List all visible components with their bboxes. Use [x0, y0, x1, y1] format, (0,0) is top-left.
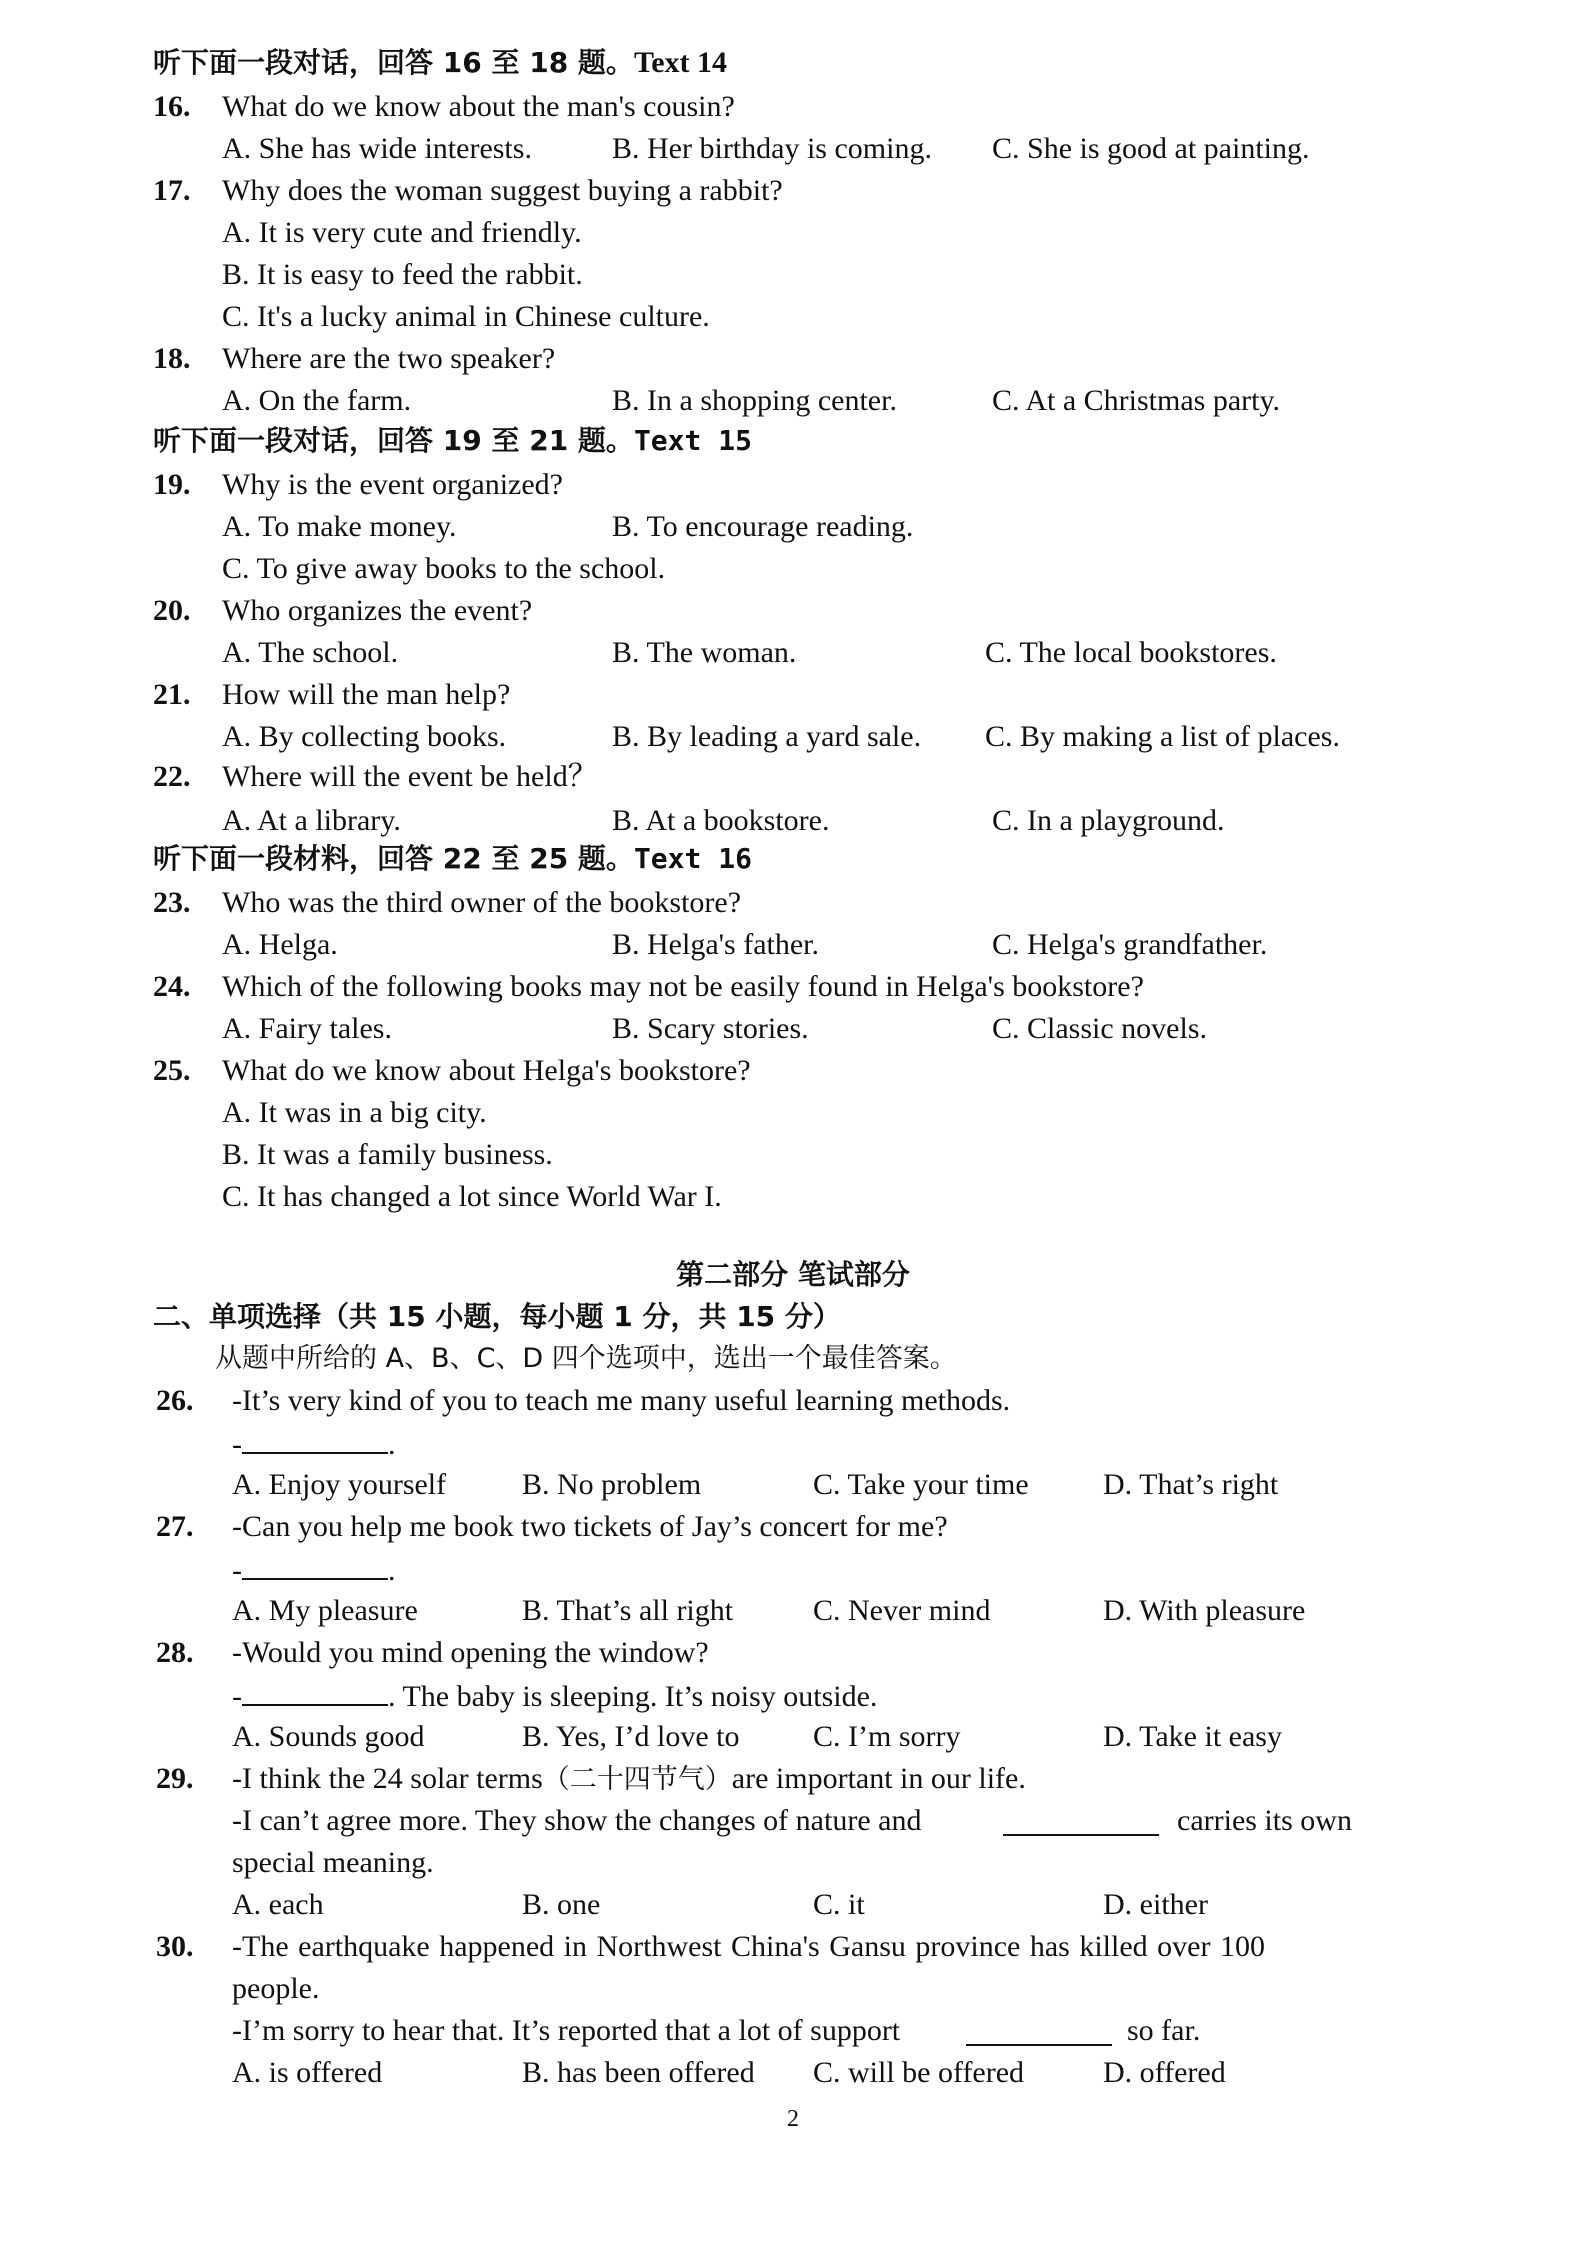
option-c: C. will be offered	[813, 2056, 1025, 2089]
heading-from: 19	[442, 424, 482, 457]
option-b: B. Scary stories.	[612, 1012, 809, 1045]
question-16	[0, 86, 1586, 128]
option-a: A. The school.	[222, 636, 399, 669]
section-heading-text14	[0, 42, 1586, 84]
option-c: C. I’m sorry	[813, 1720, 961, 1753]
question-number: 23.	[153, 886, 191, 919]
response-line	[232, 1422, 396, 1466]
question-26	[0, 1380, 1586, 1422]
heading-prefix: 听下面一段对话，回答	[153, 424, 443, 457]
question-number: 16.	[153, 90, 191, 123]
option-c: C. To give away books to the school.	[222, 552, 666, 585]
question-25	[0, 1050, 1586, 1092]
question-number: 19.	[153, 468, 191, 501]
question-number: 20.	[153, 594, 191, 627]
option-b: B. Yes, I’d love to	[522, 1720, 740, 1753]
question-28	[0, 1632, 1586, 1674]
option-a: A. Sounds good	[232, 1720, 425, 1753]
option-d: D. offered	[1103, 2056, 1226, 2089]
option-a: A. On the farm.	[222, 384, 412, 417]
question-stem: What do we know about the man's cousin?	[222, 90, 735, 123]
option-c: C. The local bookstores.	[985, 636, 1277, 669]
question-23-options	[0, 924, 1586, 966]
question-19-option-c	[0, 548, 1586, 590]
heading-prefix: 听下面一段材料，回答	[153, 842, 443, 875]
question-30-options	[0, 2052, 1586, 2094]
question-line: -It’s very kind of you to teach me many useful learning methods.	[232, 1384, 1011, 1417]
option-b: B. At a bookstore.	[612, 804, 830, 837]
option-a: A. is offered	[232, 2056, 383, 2089]
question-20	[0, 590, 1586, 632]
answer-blank	[242, 1422, 388, 1454]
question-26-options	[0, 1464, 1586, 1506]
option-c: C. It has changed a lot since World War I.	[222, 1180, 722, 1213]
section-heading-text16	[0, 838, 1586, 880]
question-29-options	[0, 1884, 1586, 1926]
option-b: B. It is easy to feed the rabbit.	[222, 258, 583, 291]
question-number: 30.	[156, 1930, 194, 1963]
option-d: D. That’s right	[1103, 1468, 1279, 1501]
option-c: C. it	[813, 1888, 865, 1921]
option-a: A. At a library.	[222, 804, 401, 837]
question-number: 26.	[156, 1384, 194, 1417]
question-20-options	[0, 632, 1586, 674]
question-18-options	[0, 380, 1586, 422]
question-line-cont: people.	[232, 1972, 320, 2005]
option-c: C. By making a list of places.	[985, 720, 1340, 753]
question-27-options	[0, 1590, 1586, 1632]
question-stem: Which of the following books may not be easily found in Helga's bookstore?	[222, 970, 1144, 1003]
option-c: C. She is good at painting.	[992, 132, 1310, 165]
question-25-option-a	[0, 1092, 1586, 1134]
line-part-a: -I think the 24 solar terms	[232, 1762, 543, 1795]
question-17-option-b	[0, 254, 1586, 296]
response-end: .	[388, 1554, 396, 1587]
question-stem: What do we know about Helga's bookstore?	[222, 1054, 751, 1087]
heading-from: 16	[442, 46, 482, 79]
response-text-a: -I can’t agree more. They show the changes of nature and	[232, 1804, 922, 1837]
section-instruction: 从题中所给的 A、B、C、D 四个选项中，选出一个最佳答案。	[215, 1343, 957, 1374]
heading-suffix: 题。	[568, 424, 634, 457]
heading-text-label: Text 14	[633, 46, 727, 79]
option-c: C. It's a lucky animal in Chinese culture.	[222, 300, 710, 333]
option-b: B. one	[522, 1888, 601, 1921]
line-chinese-term: （二十四节气）	[542, 1764, 732, 1795]
option-b: B. The woman.	[612, 636, 797, 669]
part-two-title-row	[0, 1254, 1586, 1296]
question-stem: Where are the two speaker?	[222, 342, 556, 375]
question-21	[0, 674, 1586, 716]
option-b: B. No problem	[522, 1468, 702, 1501]
option-a: A. Fairy tales.	[222, 1012, 392, 1045]
question-19-options	[0, 506, 1586, 548]
answer-blank	[1003, 1804, 1159, 1836]
instruction-row	[0, 1338, 1586, 1380]
heading-to-word: 至	[481, 842, 530, 875]
question-stem: Who was the third owner of the bookstore?	[222, 886, 742, 919]
response-line	[232, 1548, 396, 1592]
response-end: . The baby is sleeping. It’s noisy outside.	[388, 1680, 878, 1713]
question-line: -Would you mind opening the window?	[232, 1636, 709, 1669]
option-d: D. Take it easy	[1103, 1720, 1282, 1753]
heading-to: 25	[529, 842, 569, 875]
response-line	[232, 1674, 877, 1718]
option-a: A. Enjoy yourself	[232, 1468, 447, 1501]
question-22	[0, 756, 1586, 798]
heading-text-label: Text 15	[633, 424, 752, 457]
question-29	[0, 1758, 1586, 1800]
response-dash: -	[232, 1428, 242, 1461]
option-b: B. It was a family business.	[222, 1138, 553, 1171]
response-text-a: -I’m sorry to hear that. It’s reported that a lot of support	[232, 2014, 901, 2047]
option-b: B. has been offered	[522, 2056, 755, 2089]
option-a: A. Helga.	[222, 928, 338, 961]
question-21-options	[0, 716, 1586, 758]
heading-prefix: 听下面一段对话，回答	[153, 46, 443, 79]
option-b: B. In a shopping center.	[612, 384, 897, 417]
answer-blank	[242, 1674, 388, 1706]
heading-from: 22	[442, 842, 482, 875]
response-text-c: special meaning.	[232, 1846, 434, 1879]
heading-text-label: Text 16	[633, 842, 752, 875]
option-b: B. That’s all right	[522, 1594, 734, 1627]
question-29-response	[0, 1800, 1586, 1842]
option-c: C. In a playground.	[992, 804, 1225, 837]
heading-to-word: 至	[481, 46, 530, 79]
option-c: C. At a Christmas party.	[992, 384, 1281, 417]
option-c: C. Helga's grandfather.	[992, 928, 1268, 961]
option-a: A. each	[232, 1888, 324, 1921]
question-30-cont	[0, 1968, 1586, 2010]
option-b: B. To encourage reading.	[612, 510, 914, 543]
question-number: 28.	[156, 1636, 194, 1669]
answer-blank	[242, 1548, 388, 1580]
question-30	[0, 1926, 1586, 1968]
heading-suffix: 题。	[568, 46, 634, 79]
option-d: D. either	[1103, 1888, 1208, 1921]
option-a: A. It was in a big city.	[222, 1096, 487, 1129]
question-number: 29.	[156, 1762, 194, 1795]
section-heading-text15	[0, 420, 1586, 462]
question-27-response	[0, 1548, 1586, 1590]
question-23	[0, 882, 1586, 924]
response-end: .	[388, 1428, 396, 1461]
question-25-option-c	[0, 1176, 1586, 1218]
question-18	[0, 338, 1586, 380]
line-part-b: are important in our life.	[731, 1762, 1026, 1795]
heading-to: 21	[529, 424, 569, 457]
option-b: B. Her birthday is coming.	[612, 132, 932, 165]
question-17	[0, 170, 1586, 212]
option-c: C. Classic novels.	[992, 1012, 1207, 1045]
question-line: -Can you help me book two tickets of Jay’s concert for me?	[232, 1510, 948, 1543]
question-27	[0, 1506, 1586, 1548]
question-17-option-a	[0, 212, 1586, 254]
answer-blank	[966, 2014, 1112, 2046]
question-25-option-b	[0, 1134, 1586, 1176]
question-number: 25.	[153, 1054, 191, 1087]
option-c: C. Never mind	[813, 1594, 991, 1627]
question-stem: Why is the event organized?	[222, 468, 563, 501]
question-line: -The earthquake happened in Northwest China's Gansu province has killed over 100	[232, 1930, 1265, 1963]
question-28-response	[0, 1674, 1586, 1716]
question-stem: Why does the woman suggest buying a rabbit?	[222, 174, 783, 207]
question-number: 24.	[153, 970, 191, 1003]
question-number: 27.	[156, 1510, 194, 1543]
option-b: B. By leading a yard sale.	[612, 720, 922, 753]
response-text-b: carries its own	[1177, 1804, 1352, 1837]
option-d: D. With pleasure	[1103, 1594, 1306, 1627]
heading-to: 18	[529, 46, 569, 79]
option-c: C. Take your time	[813, 1468, 1029, 1501]
response-dash: -	[232, 1554, 242, 1587]
question-17-option-c	[0, 296, 1586, 338]
section-title: 二、单项选择（共 15 小题，每小题 1 分，共 15 分）	[153, 1300, 841, 1333]
question-24	[0, 966, 1586, 1008]
question-29-response-cont	[0, 1842, 1586, 1884]
question-24-options	[0, 1008, 1586, 1050]
section-title-row	[0, 1296, 1586, 1338]
question-number: 22.	[153, 760, 191, 793]
option-a: A. She has wide interests.	[222, 132, 532, 165]
question-stem: How will the man help?	[222, 678, 511, 711]
question-30-response	[0, 2010, 1586, 2052]
heading-suffix: 题。	[568, 842, 634, 875]
option-a: A. To make money.	[222, 510, 457, 543]
question-16-options	[0, 128, 1586, 170]
question-28-options	[0, 1716, 1586, 1758]
question-number: 21.	[153, 678, 191, 711]
question-number: 17.	[153, 174, 191, 207]
part-two-title: 第二部分 笔试部分	[676, 1258, 910, 1291]
heading-to-word: 至	[481, 424, 530, 457]
page-number: 2	[787, 2106, 799, 2132]
question-19	[0, 464, 1586, 506]
response-text-b: so far.	[1127, 2014, 1201, 2047]
question-26-response	[0, 1422, 1586, 1464]
question-number: 18.	[153, 342, 191, 375]
question-stem: Who organizes the event?	[222, 594, 533, 627]
option-a: A. My pleasure	[232, 1594, 418, 1627]
question-line	[232, 1758, 1026, 1801]
question-22-options	[0, 800, 1586, 842]
response-dash: -	[232, 1680, 242, 1713]
option-a: A. It is very cute and friendly.	[222, 216, 582, 249]
option-a: A. By collecting books.	[222, 720, 507, 753]
footer-row	[0, 2098, 1586, 2140]
question-stem: Where will the event be held？	[222, 760, 598, 793]
option-b: B. Helga's father.	[612, 928, 820, 961]
